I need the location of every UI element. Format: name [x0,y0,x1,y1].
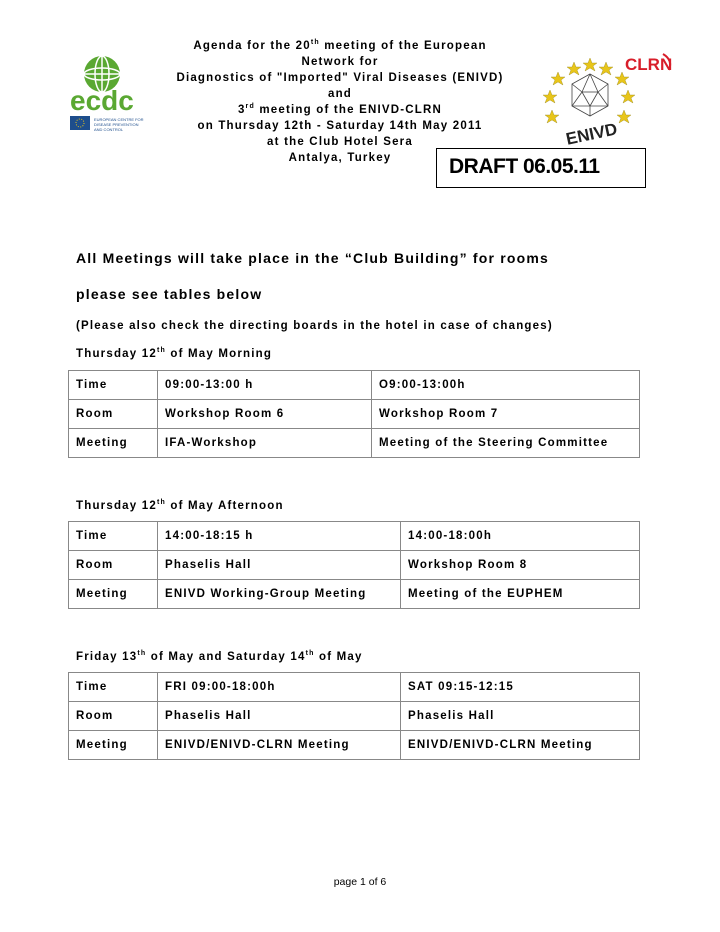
table-row [69,702,640,731]
table-cell: 14:00-18:15 h [158,522,401,551]
superscript: th [305,650,315,658]
ecdc-subtitle: EUROPEAN CENTRE FOR DISEASE PREVENTION AND CONTROL [94,117,144,132]
superscript: rd [245,103,255,111]
section-title-text: Thursday 12 [76,500,157,512]
table-cell: IFA-Workshop [158,429,372,458]
document-header [150,38,530,166]
table-cell: ENIVD Working-Group Meeting [158,580,401,609]
header-line: Antalya, Turkey [288,152,392,164]
schedule-table [68,672,640,760]
row-label: Time [69,522,158,551]
enivd-logo [530,48,690,150]
draft-label: DRAFT 06.05.11 [436,148,646,188]
table-cell: Workshop Room 6 [158,400,372,429]
table-row [69,522,640,551]
table-cell: Phaselis Hall [158,551,401,580]
page-number: page 1 of 6 [333,876,387,888]
header-line: and [327,88,353,100]
table-cell: 14:00-18:00h [401,522,640,551]
table-row [69,400,640,429]
row-label: Meeting [69,731,158,760]
table-cell: Meeting of the Steering Committee [372,429,640,458]
row-label: Meeting [69,580,158,609]
table-cell: ENIVD/ENIVD-CLRN Meeting [158,731,401,760]
table-cell: FRI 09:00-18:00h [158,673,401,702]
table-cell: Phaselis Hall [158,702,401,731]
section-title [76,348,272,360]
header-line: on Thursday 12th - Saturday 14th May 2011 [197,120,483,132]
row-label: Room [69,551,158,580]
clrn-wordmark: CLRN [625,55,673,74]
superscript: th [137,650,147,658]
schedule-table [68,521,640,609]
enivd-wordmark: ENIVD [564,119,620,149]
header-line: at the Club Hotel Sera [267,136,413,148]
header-line: Network for [301,56,379,68]
row-label: Room [69,400,158,429]
icosahedron-icon [572,74,608,116]
header-line: meeting of the ENIVD-CLRN [254,104,443,116]
header-line: Agenda for the 20 [193,40,311,52]
intro-line: please see tables below [76,286,263,302]
table-cell: Phaselis Hall [401,702,640,731]
section-title-text: of May Afternoon [165,500,284,512]
table-row [69,673,640,702]
eu-flag-icon [70,116,90,130]
superscript: th [156,347,166,355]
header-line: Diagnostics of "Imported" Viral Diseases (ENIVD) [176,72,504,84]
row-label: Room [69,702,158,731]
header-line: 3 [237,104,246,116]
table-row [69,429,640,458]
table-cell: Workshop Room 8 [401,551,640,580]
superscript: th [156,499,166,507]
ecdc-wordmark: ecdc [70,85,134,116]
section-title-text: of May [314,651,363,663]
table-cell: Meeting of the EUPHEM [401,580,640,609]
row-label: Meeting [69,429,158,458]
ecdc-logo [52,50,168,136]
section-title-text: Thursday 12 [76,348,157,360]
row-label: Time [69,673,158,702]
section-title [76,500,284,512]
section-title [76,651,363,663]
star-ring-icon [543,58,635,123]
schedule-table [68,370,640,458]
table-row [69,551,640,580]
table-cell: ENIVD/ENIVD-CLRN Meeting [401,731,640,760]
intro-line: All Meetings will take place in the “Club Building” for rooms [76,250,550,266]
section-title-text: of May and Saturday 14 [146,651,306,663]
table-row [69,731,640,760]
table-row [69,580,640,609]
table-cell: SAT 09:15-12:15 [401,673,640,702]
table-cell: Workshop Room 7 [372,400,640,429]
section-title-text: Friday 13 [76,651,138,663]
table-row [69,371,640,400]
header-line: meeting of the European [319,40,487,52]
row-label: Time [69,371,158,400]
note-text: (Please also check the directing boards in the hotel in case of changes) [76,320,553,332]
table-cell: O9:00-13:00h [372,371,640,400]
section-title-text: of May Morning [165,348,273,360]
table-cell: 09:00-13:00 h [158,371,372,400]
superscript: th [310,39,320,47]
